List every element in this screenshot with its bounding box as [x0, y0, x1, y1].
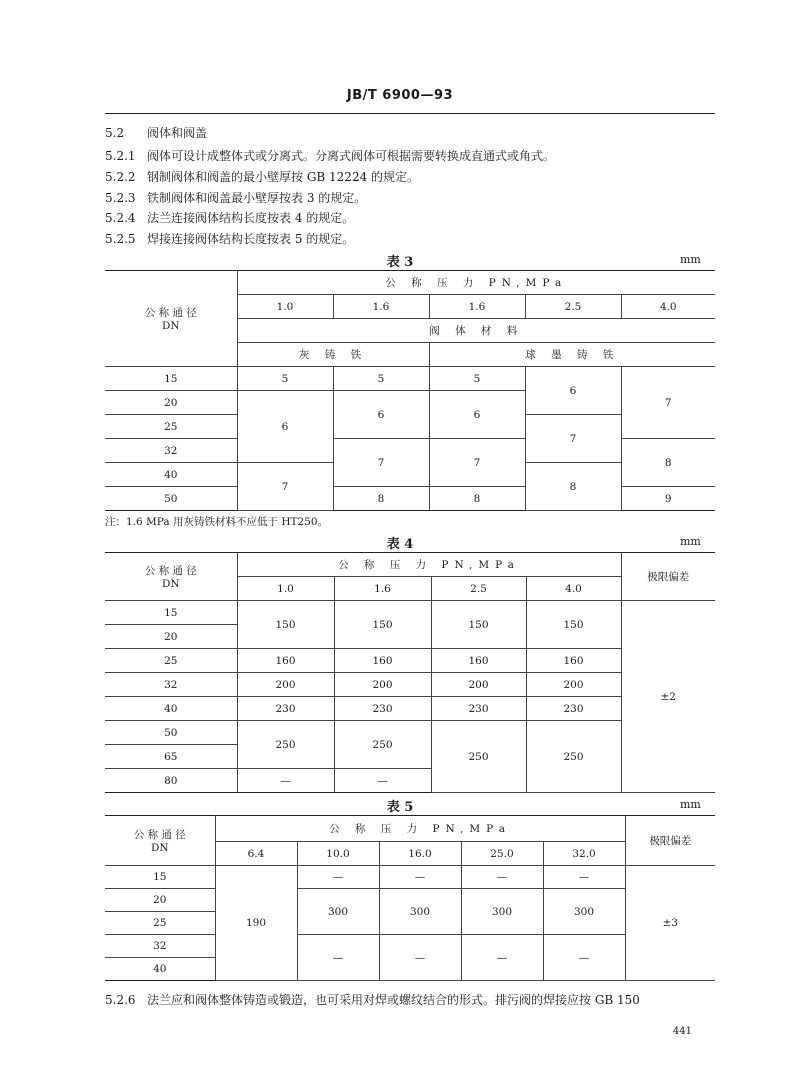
- table-cell: —: [334, 769, 431, 793]
- table-cell: 7: [429, 439, 525, 487]
- dn-value: 65: [105, 745, 237, 769]
- pressure-value: 1.6: [429, 295, 525, 319]
- pressure-header: 公 称 压 力 PN,MPa: [237, 553, 621, 577]
- dn-value: 32: [105, 439, 237, 463]
- dn-header: 公 称 通 径 DN: [105, 816, 215, 866]
- table-cell: 160: [334, 649, 431, 673]
- clause-5-2: [105, 124, 207, 141]
- table-cell: 6: [525, 367, 621, 415]
- pressure-value: 1.6: [334, 577, 431, 601]
- clause-5-2-4: [105, 209, 354, 226]
- dn-value: 32: [105, 935, 215, 958]
- table-cell: 300: [379, 889, 461, 935]
- table-cell: 6: [237, 391, 333, 463]
- table-cell: —: [379, 866, 461, 889]
- clause-5-2-1: [105, 147, 555, 164]
- dn-value: 15: [105, 866, 215, 889]
- clause-number: 5.2.2: [105, 170, 136, 184]
- table-cell: 7: [237, 463, 333, 511]
- table-5: [105, 815, 715, 981]
- table-cell: 6: [429, 391, 525, 439]
- pressure-header: 公 称 压 力 PN,MPa: [215, 816, 625, 842]
- pressure-value: 1.0: [237, 295, 333, 319]
- tolerance-value: ±2: [621, 601, 715, 793]
- table-cell: 300: [543, 889, 625, 935]
- clause-number: 5.2: [105, 126, 125, 140]
- table-cell: 9: [621, 487, 715, 511]
- table-cell: 300: [461, 889, 543, 935]
- table-4-caption: 表 4: [386, 537, 414, 552]
- clause-text: 焊接连接阀体结构长度按表 5 的规定。: [147, 232, 355, 246]
- table-cell: 160: [237, 649, 334, 673]
- table-cell: 200: [334, 673, 431, 697]
- dn-header: 公 称 通 径 DN: [105, 553, 237, 601]
- table-5-unit: mm: [680, 798, 701, 811]
- table-cell: 7: [333, 439, 429, 487]
- table-cell: —: [297, 935, 379, 981]
- standard-code: JB/T 6900—93: [346, 88, 454, 103]
- dn-value: 20: [105, 889, 215, 912]
- clause-5-2-2: [105, 168, 419, 185]
- clause-text: 阀体可设计成整体式或分离式。分离式阀体可根据需要转换成直通式或角式。: [147, 149, 556, 163]
- dn-value: 20: [105, 625, 237, 649]
- table-cell: 5: [429, 367, 525, 391]
- clause-number: 5.2.5: [105, 232, 136, 246]
- table-3-caption: 表 3: [386, 255, 414, 270]
- material-ductile-iron: 球 墨 铸 铁: [429, 343, 715, 367]
- table-cell: 230: [526, 697, 621, 721]
- table-cell: —: [297, 866, 379, 889]
- table-cell: 190: [215, 866, 297, 981]
- pressure-header: 公 称 压 力 PN,MPa: [237, 271, 715, 295]
- clause-5-2-5: [105, 230, 354, 247]
- table-cell: 150: [526, 601, 621, 649]
- material-header: 阀 体 材 料: [237, 319, 715, 343]
- table-cell: —: [461, 935, 543, 981]
- clause-text: 阀体和阀盖: [147, 126, 208, 140]
- clause-number: 5.2.1: [105, 149, 136, 163]
- pressure-value: 10.0: [297, 842, 379, 866]
- table-cell: 150: [334, 601, 431, 649]
- pressure-value: 4.0: [621, 295, 715, 319]
- table-cell: 5: [237, 367, 333, 391]
- table-4: [105, 552, 715, 793]
- clause-text: 铁制阀体和阀盖最小壁厚按表 3 的规定。: [147, 191, 367, 205]
- clause-5-2-3: [105, 189, 366, 206]
- table-cell: 6: [333, 391, 429, 439]
- dn-value: 40: [105, 958, 215, 981]
- pressure-value: 2.5: [431, 577, 526, 601]
- table-cell: 8: [429, 487, 525, 511]
- table-cell: 200: [526, 673, 621, 697]
- material-grey-iron: 灰 铸 铁: [237, 343, 429, 367]
- table-cell: —: [379, 935, 461, 981]
- table-cell: 250: [431, 721, 526, 793]
- table-cell: 8: [333, 487, 429, 511]
- clause-number: 5.2.3: [105, 191, 136, 205]
- dn-value: 15: [105, 367, 237, 391]
- table-3-note: 注：1.6 MPa 用灰铸铁材料不应低于 HT250。: [105, 516, 329, 528]
- page-number: 441: [672, 1026, 692, 1037]
- table-cell: 7: [525, 415, 621, 463]
- table-cell: —: [461, 866, 543, 889]
- clause-5-2-6: [105, 991, 640, 1008]
- dn-value: 25: [105, 912, 215, 935]
- dn-value: 50: [105, 721, 237, 745]
- pressure-value: 1.6: [333, 295, 429, 319]
- table-3-unit: mm: [680, 253, 701, 266]
- clause-number: 5.2.6: [105, 993, 136, 1007]
- clause-text: 法兰应和阀体整体铸造或锻造，也可采用对焊或螺纹结合的形式。排污阀的焊接应按 GB 150: [147, 993, 640, 1007]
- pressure-value: 25.0: [461, 842, 543, 866]
- table-cell: —: [237, 769, 334, 793]
- pressure-value: 1.0: [237, 577, 334, 601]
- table-cell: 7: [621, 367, 715, 439]
- dn-value: 25: [105, 649, 237, 673]
- table-cell: 150: [431, 601, 526, 649]
- pressure-value: 6.4: [215, 842, 297, 866]
- tolerance-header: 极限偏差: [621, 553, 715, 601]
- dn-header: 公 称 通 径 DN: [105, 271, 237, 367]
- table-cell: 200: [431, 673, 526, 697]
- table-cell: 160: [431, 649, 526, 673]
- clause-text: 钢制阀体和阀盖的最小壁厚按 GB 12224 的规定。: [147, 170, 420, 184]
- table-cell: 150: [237, 601, 334, 649]
- dn-value: 50: [105, 487, 237, 511]
- header-rule: [105, 113, 715, 114]
- tolerance-value: ±3: [625, 866, 715, 981]
- table-cell: 300: [297, 889, 379, 935]
- table-cell: 200: [237, 673, 334, 697]
- clause-number: 5.2.4: [105, 211, 136, 225]
- table-cell: 8: [525, 463, 621, 511]
- table-cell: —: [543, 935, 625, 981]
- tolerance-header: 极限偏差: [625, 816, 715, 866]
- table-cell: 230: [431, 697, 526, 721]
- table-cell: —: [543, 866, 625, 889]
- dn-value: 25: [105, 415, 237, 439]
- table-cell: 230: [334, 697, 431, 721]
- table-cell: 5: [333, 367, 429, 391]
- table-4-unit: mm: [680, 535, 701, 548]
- table-3: [105, 270, 715, 511]
- pressure-value: 16.0: [379, 842, 461, 866]
- dn-value: 15: [105, 601, 237, 625]
- table-cell: 250: [526, 721, 621, 793]
- table-cell: 8: [621, 439, 715, 487]
- pressure-value: 4.0: [526, 577, 621, 601]
- table-cell: 230: [237, 697, 334, 721]
- pressure-value: 2.5: [525, 295, 621, 319]
- dn-value: 32: [105, 673, 237, 697]
- clause-text: 法兰连接阀体结构长度按表 4 的规定。: [147, 211, 355, 225]
- dn-value: 80: [105, 769, 237, 793]
- table-cell: 250: [237, 721, 334, 769]
- pressure-value: 32.0: [543, 842, 625, 866]
- dn-value: 40: [105, 463, 237, 487]
- table-5-caption: 表 5: [386, 800, 414, 815]
- dn-value: 20: [105, 391, 237, 415]
- table-cell: 160: [526, 649, 621, 673]
- dn-value: 40: [105, 697, 237, 721]
- table-cell: 250: [334, 721, 431, 769]
